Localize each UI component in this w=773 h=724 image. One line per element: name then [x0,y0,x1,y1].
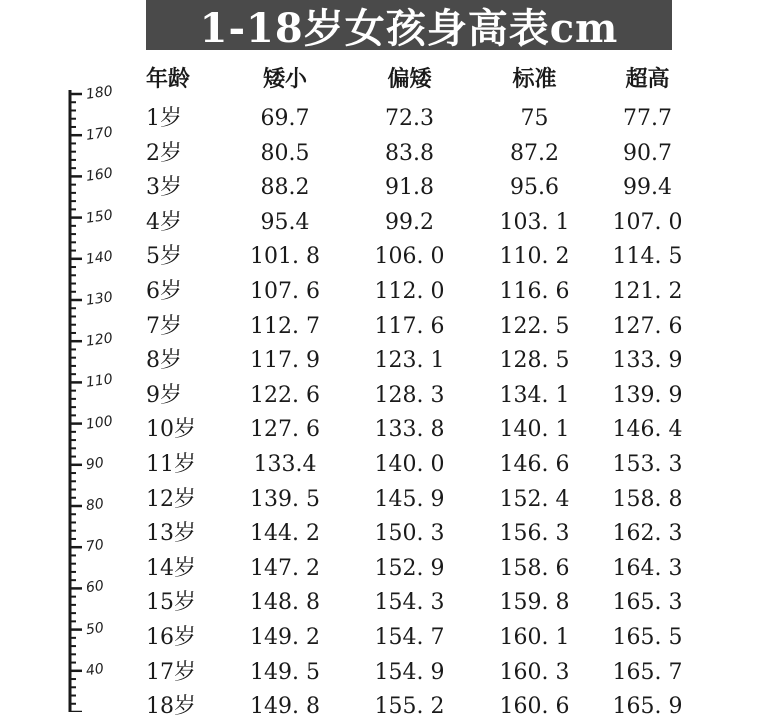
standard-cell: 116. 6 [499,279,570,304]
below-average-cell: 152. 9 [374,555,445,581]
below-average-cell: 117. 6 [374,313,445,339]
below-average-cell: 99.2 [385,209,434,235]
table-row [0,413,773,447]
age-cell: 1岁 [146,106,182,131]
table-row [0,171,773,205]
ruler-label: 80 [84,495,105,515]
age-cell: 3岁 [146,175,182,201]
standard-cell: 160. 3 [499,659,570,685]
table-row [0,206,773,240]
table-row [0,379,773,413]
ruler-label: 40 [84,660,105,679]
short-cell: 107. 6 [250,279,320,304]
age-cell: 16岁 [146,625,196,650]
tall-cell: 90.7 [623,140,672,166]
table-row [0,275,773,309]
table-row [0,586,773,620]
tall-cell: 164. 3 [612,555,683,581]
below-average-cell: 154. 7 [374,625,445,650]
standard-cell: 134. 1 [499,382,570,408]
table-row [0,483,773,517]
ruler-label: 160 [85,165,114,186]
tall-cell: 153. 3 [612,452,683,477]
table-row [0,344,773,378]
below-average-cell: 106. 0 [374,244,445,270]
age-cell: 12岁 [146,486,196,512]
short-cell: 117. 9 [250,348,320,374]
standard-cell: 95.6 [510,175,559,201]
tall-cell: 146. 4 [612,417,683,443]
tall-cell: 165. 5 [612,625,683,650]
tall-cell: 133. 9 [612,348,683,374]
short-cell: 101. 8 [250,244,320,270]
header-tall: 超高 [625,67,670,92]
age-cell: 7岁 [146,313,182,339]
table-row [0,310,773,344]
short-cell: 88.2 [260,175,310,201]
table-row [0,448,773,482]
tall-cell: 165. 9 [612,694,683,720]
table-row [0,517,773,551]
age-cell: 6岁 [146,279,182,304]
tall-cell: 114. 5 [612,244,683,270]
short-cell: 147. 2 [250,555,320,581]
tall-cell: 158. 8 [612,486,683,512]
standard-cell: 87.2 [510,140,559,166]
below-average-cell: 123. 1 [374,348,445,374]
standard-cell: 152. 4 [499,486,570,512]
standard-cell: 159. 8 [499,590,570,616]
short-cell: 80.5 [260,140,310,166]
below-average-cell: 154. 9 [374,659,445,685]
table-row [0,690,773,724]
standard-cell: 158. 6 [499,555,570,581]
below-average-cell: 155. 2 [374,694,445,720]
short-cell: 139. 5 [250,486,320,512]
table-row [0,102,773,136]
below-average-cell: 145. 9 [374,486,445,512]
short-cell: 148. 8 [250,590,320,616]
short-cell: 112. 7 [250,313,320,339]
page-title: 1-18岁女孩身高表cm [146,0,672,50]
ruler-label: 70 [84,537,105,556]
tall-cell: 139. 9 [612,382,683,408]
ruler-label: 50 [84,619,105,638]
ruler-label: 130 [85,289,114,309]
tall-cell: 165. 3 [612,590,683,616]
short-cell: 133.4 [253,452,317,477]
header-age: 年龄 [146,67,191,92]
age-cell: 5岁 [146,244,182,270]
tall-cell: 77.7 [623,106,672,131]
age-cell: 10岁 [146,417,196,443]
ruler-label: 100 [85,412,114,433]
standard-cell: 140. 1 [499,417,570,443]
tall-cell: 99.4 [623,175,672,201]
tall-cell: 162. 3 [612,521,683,547]
standard-cell: 156. 3 [499,521,570,547]
short-cell: 149. 5 [250,659,320,685]
tall-cell: 107. 0 [612,209,683,235]
ruler-label: 140 [85,248,114,268]
standard-cell: 75 [520,106,549,131]
short-cell: 149. 8 [250,694,320,720]
ruler-label: 60 [84,578,105,597]
table-row [0,621,773,655]
tall-cell: 165. 7 [612,659,683,685]
age-cell: 8岁 [146,348,182,374]
standard-cell: 122. 5 [499,313,570,339]
ruler-label: 150 [85,206,114,227]
below-average-cell: 83.8 [385,140,434,166]
short-cell: 144. 2 [250,521,320,547]
header-short: 矮小 [262,67,307,92]
age-cell: 11岁 [146,452,196,477]
ruler-label: 180 [85,83,114,103]
short-cell: 69.7 [260,106,310,131]
age-cell: 4岁 [146,209,182,235]
table-row [0,552,773,586]
table-row [0,240,773,274]
ruler-label: 110 [85,371,114,392]
tall-cell: 121. 2 [612,279,683,304]
age-cell: 13岁 [146,521,196,547]
short-cell: 122. 6 [250,382,320,408]
ruler-label: 90 [84,454,105,473]
ruler-label: 120 [85,330,114,350]
short-cell: 127. 6 [250,417,320,443]
ruler-label: 170 [85,124,114,144]
below-average-cell: 150. 3 [374,521,445,547]
standard-cell: 103. 1 [499,209,570,235]
standard-cell: 146. 6 [499,452,570,477]
age-cell: 17岁 [146,659,196,685]
standard-cell: 160. 6 [499,694,570,720]
table-header [0,63,773,97]
header-standard: 标准 [512,67,557,92]
tall-cell: 127. 6 [612,313,683,339]
below-average-cell: 133. 8 [374,417,445,443]
below-average-cell: 128. 3 [374,382,445,408]
below-average-cell: 112. 0 [374,279,445,304]
standard-cell: 160. 1 [499,625,570,650]
below-average-cell: 140. 0 [374,452,445,477]
below-average-cell: 154. 3 [374,590,445,616]
below-average-cell: 72.3 [385,106,434,131]
short-cell: 149. 2 [250,625,320,650]
standard-cell: 110. 2 [499,244,570,270]
table-row [0,656,773,690]
short-cell: 95.4 [260,209,310,235]
age-cell: 9岁 [146,382,182,408]
standard-cell: 128. 5 [499,348,570,374]
table-row [0,137,773,171]
age-cell: 18岁 [146,694,196,720]
header-below-average: 偏矮 [387,67,432,92]
age-cell: 15岁 [146,590,196,616]
below-average-cell: 91.8 [385,175,434,201]
age-cell: 2岁 [146,140,182,166]
age-cell: 14岁 [146,555,196,581]
